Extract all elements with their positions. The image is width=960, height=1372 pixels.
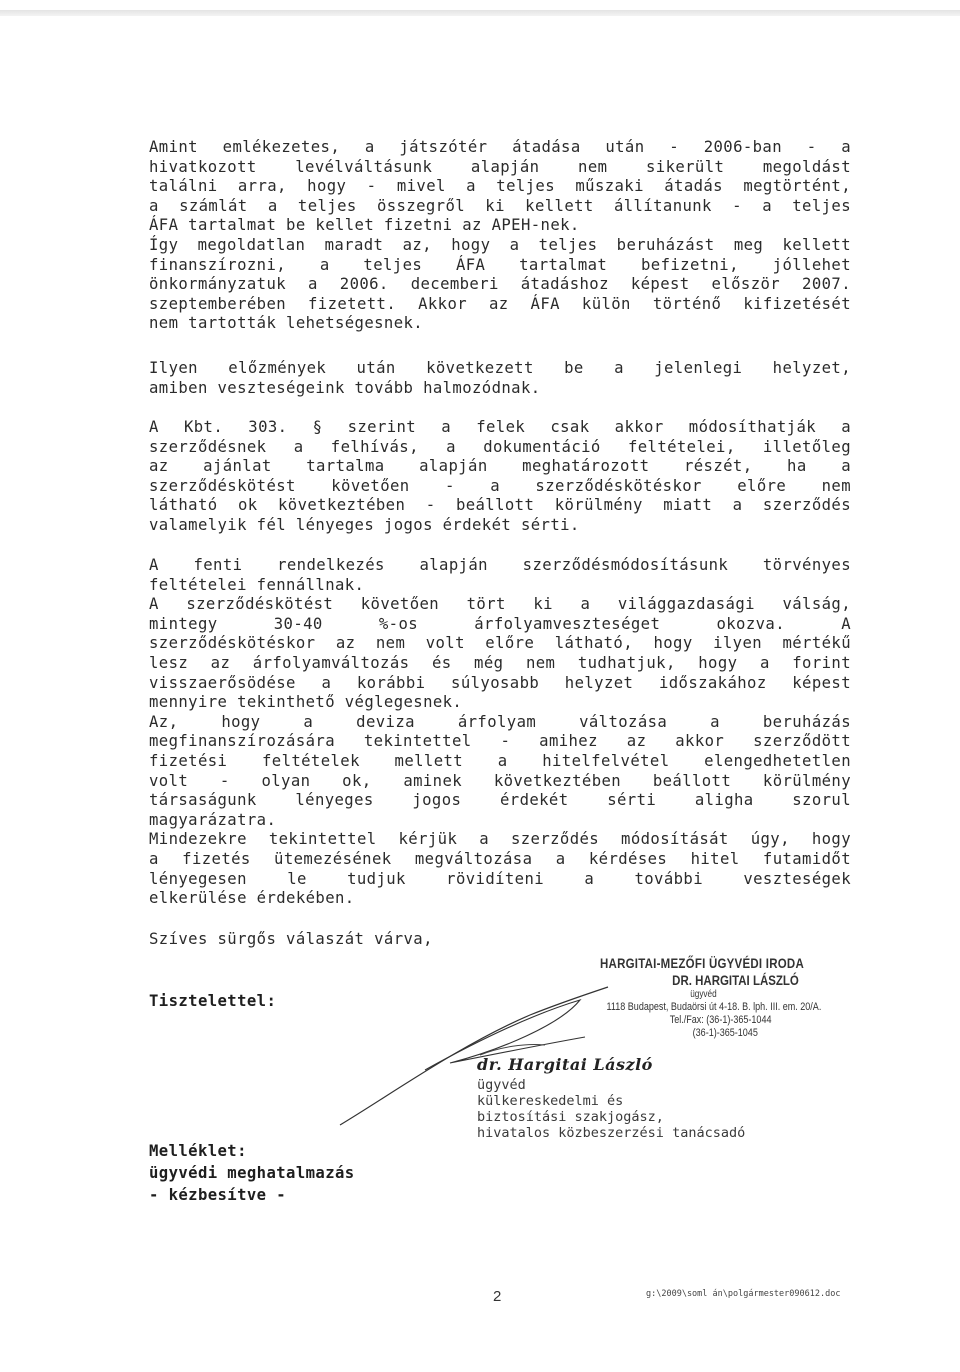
attachment-heading: Melléklet:: [149, 1142, 247, 1160]
attachment-note: - kézbesítve -: [149, 1186, 287, 1204]
law-office-stamp: [600, 955, 822, 1040]
text-line: Ilyen előzmények után következett be a jelenlegi helyzet,: [149, 359, 851, 377]
scan-top-edge: [0, 10, 960, 16]
stamp-name: DR. HARGITAI LÁSZLÓ: [672, 971, 799, 988]
closing-regards: Tisztelettel:: [149, 992, 277, 1010]
text-line: szeptemberében fizetett. Akkor az ÁFA külön történő kifizetését: [149, 294, 851, 313]
text-line: A Kbt. 303. § szerint a felek csak akkor módosíthatják a: [149, 418, 851, 436]
text-line: megfinanszírozására tekintettel - amihez az akkor szerződött: [149, 732, 851, 751]
text-line: finanszírozni, a teljes ÁFA tartalmat befizetni, jóllehet: [149, 255, 851, 274]
signatory-name: dr. Hargitai László: [477, 1055, 653, 1074]
text-line: az ajánlat tartalma alapján meghatározott részét, ha a: [149, 457, 851, 476]
text-line: találni arra, hogy - mivel a teljes műszaki átadás megtörtént,: [149, 177, 851, 196]
text-line: Az, hogy a deviza árfolyam változása a beruházás: [149, 712, 851, 731]
text-line: lesz az árfolyamváltozás és még nem tudhatjuk, hogy a forint: [149, 654, 851, 672]
text-line: látható ok következtében - beállott körülmény miatt a szerződés: [149, 496, 851, 515]
text-line: a számlát a teljes összegről ki kellett állítanunk - a teljes: [149, 196, 851, 215]
text-line: lényegesen le tudjuk rövidíteni a további veszteségek: [149, 869, 851, 888]
text-line: Így megoldatlan maradt az, hogy a teljes beruházást meg kellett: [149, 236, 851, 254]
stamp-tel: Tel./Fax: (36-1)-365-1044: [669, 1013, 772, 1026]
text-line: mintegy 30-40 %-os árfolyamveszteséget okozva. A: [149, 614, 851, 633]
text-line: amiben veszteségeink tovább halmozódnak.: [149, 378, 541, 397]
closing-request: Szíves sürgős válaszát várva,: [149, 930, 433, 948]
text-line: szerződéskötést követően - a szerződéskötéskor előre nem: [149, 476, 851, 495]
text-line: hivatkozott levélváltásunk alapján nem sikerült megoldást: [149, 157, 851, 176]
page-number: 2: [493, 1288, 502, 1305]
text-line: volt - olyan ok, aminek következtében beállott körülmény: [149, 771, 851, 790]
text-line: mennyire tekinthető véglegesnek.: [149, 693, 463, 712]
stamp-role: ügyvéd: [690, 988, 717, 1000]
text-line: fizetési feltételek mellett a hitelfelvétel elengedhetetlen: [149, 752, 851, 770]
stamp-tel2: (36-1)-365-1045: [692, 1026, 758, 1039]
signatory-specialty: külkereskedelmi és: [477, 1093, 624, 1109]
stamp-office: HARGITAI-MEZŐFI ÜGYVÉDI IRODA: [600, 955, 805, 971]
text-line: A szerződéskötést követően tört ki a világgazdasági válság,: [149, 595, 851, 614]
stamp-address: 1118 Budapest, Budaörsi út 4-18. B. lph. III. em. 20/A.: [606, 1000, 822, 1013]
text-line: magyarázatra.: [149, 810, 277, 829]
signatory-title: ügyvéd: [477, 1077, 526, 1093]
text-line: a fizetés ütemezésének megváltozása a kérdéses hitel futamidőt: [149, 850, 851, 868]
text-line: ÁFA tartalmat be kellet fizetni az APEH-nek.: [149, 216, 580, 235]
signatory-specialty-2: biztosítási szakjogász,: [477, 1109, 664, 1125]
text-line: szerződésnek a felhívás, a dokumentáció feltételei, illetőleg: [149, 437, 851, 456]
text-line: Amint emlékezetes, a játszótér átadása után - 2006-ban - a: [149, 138, 851, 156]
text-line: elkerülése érdekében.: [149, 889, 355, 908]
text-line: társaságunk lényeges jogos érdekét sérti aligha szorul: [149, 791, 851, 810]
text-line: önkormányzatuk a 2006. decemberi átadáshoz képest először 2007.: [149, 275, 851, 294]
signatory-block: [477, 1055, 745, 1141]
text-line: visszaerősödése a korábbi súlyosabb helyzet időszakához képest: [149, 673, 851, 692]
text-line: nem tartották lehetségesnek.: [149, 314, 424, 333]
text-line: Mindezekre tekintettel kérjük a szerződés módosítását úgy, hogy: [149, 830, 851, 849]
text-line: szerződéskötéskor az nem volt előre látható, hogy ilyen mértékű: [149, 634, 851, 653]
file-path: g:\2009\soml án\polgármester090612.doc: [646, 1289, 841, 1299]
signatory-advisor: hivatalos közbeszerzési tanácsadó: [477, 1125, 746, 1141]
text-line: A fenti rendelkezés alapján szerződésmódosításunk törvényes: [149, 556, 851, 574]
text-line: feltételei fennállnak.: [149, 575, 365, 594]
attachment-item: ügyvédi meghatalmazás: [149, 1164, 355, 1182]
text-line: valamelyik fél lényeges jogos érdekét sérti.: [149, 516, 580, 534]
